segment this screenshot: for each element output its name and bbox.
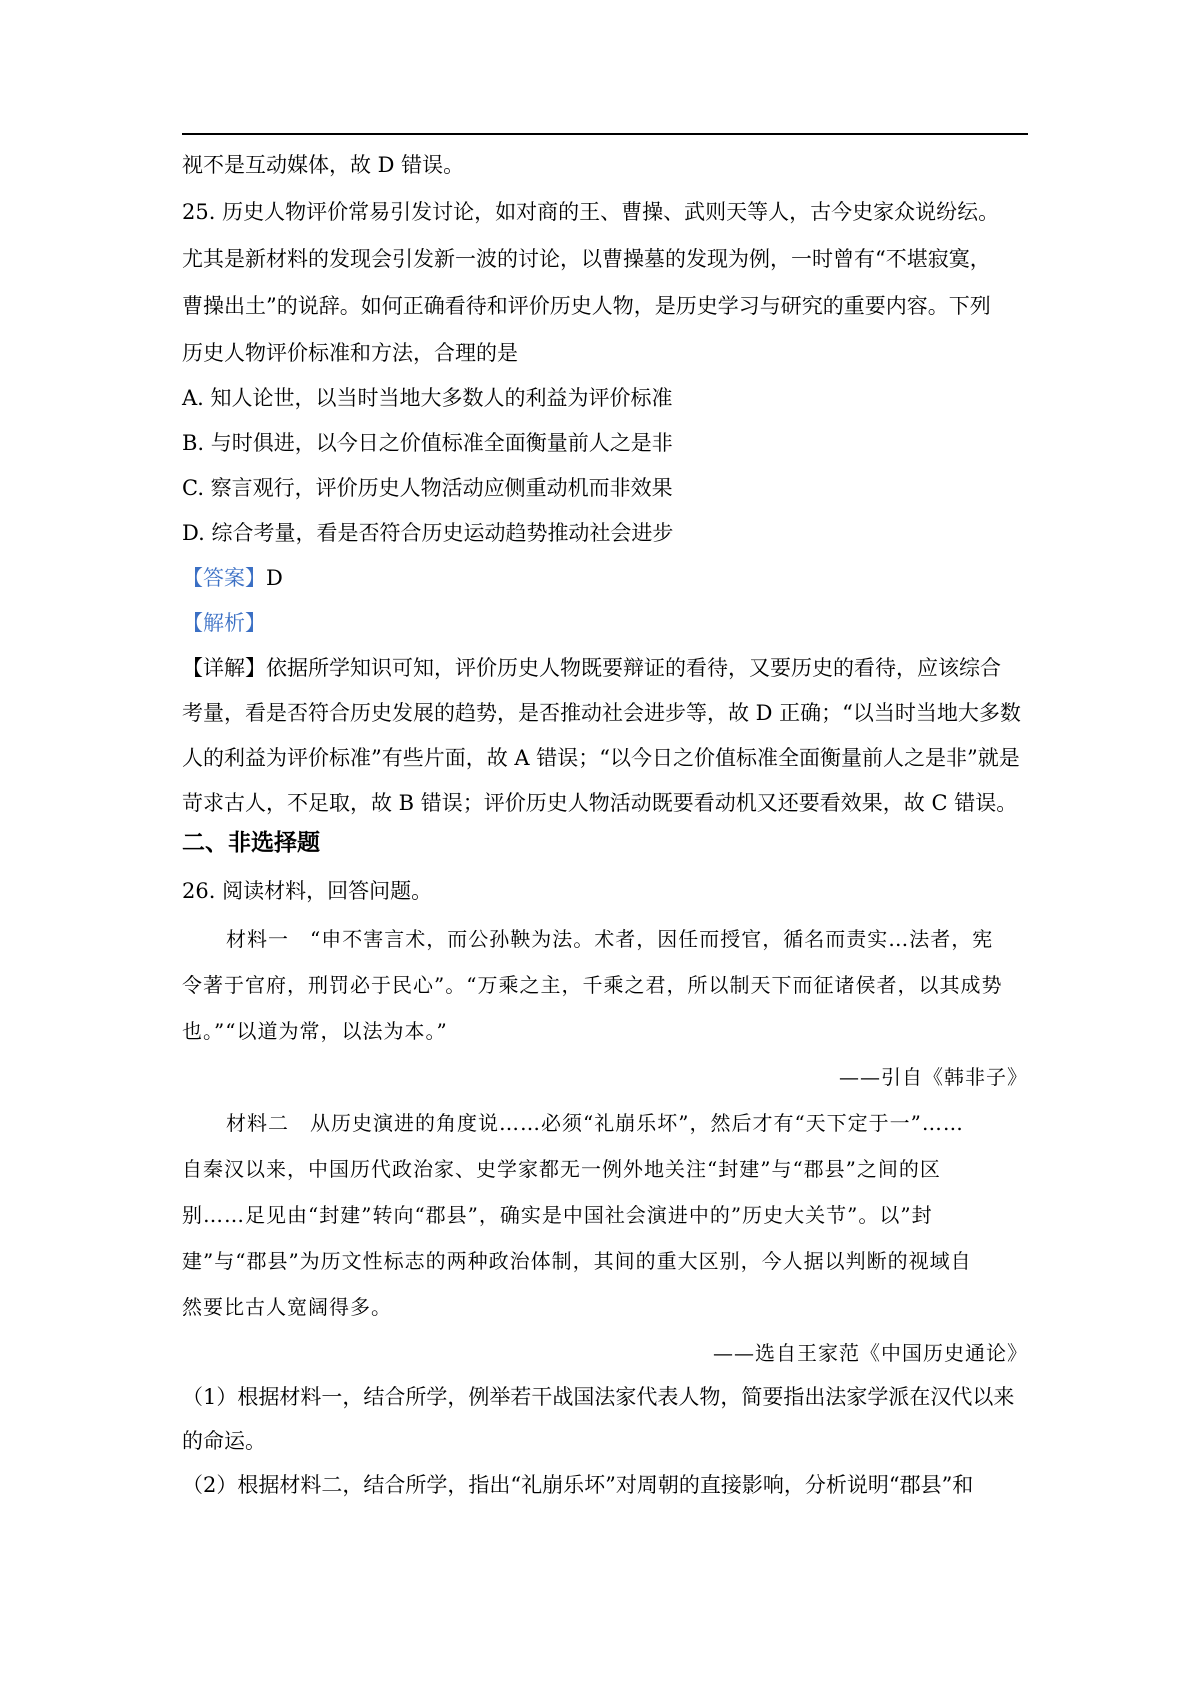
answer-tag: 【答案】 — [182, 566, 266, 590]
question-25-stem: 历史人物评价标准和方法，合理的是 — [182, 341, 518, 365]
detail-text: 苛求古人，不足取，故 B 错误；评价历史人物活动既要看动机又还要看效果，故 C 错误。 — [182, 791, 1018, 815]
question-25-stem: 曹操出土”的说辞。如何正确看待和评价历史人物，是历史学习与研究的重要内容。下列 — [182, 294, 991, 318]
text-line: 视不是互动媒体，故 D 错误。 — [182, 153, 465, 177]
detail-text: 人的利益为评价标准”有些片面，故 A 错误；“以今日之价值标准全面衡量前人之是非”就是 — [182, 746, 1020, 770]
option-c: C. 察言观行，评价历史人物活动应侧重动机而非效果 — [182, 476, 673, 500]
question-25-stem: 尤其是新材料的发现会引发新一波的讨论，以曹操墓的发现为例，一时曾有“不堪寂寞， — [182, 247, 991, 271]
sub-question-1: （1）根据材料一，结合所学，例举若干战国法家代表人物，简要指出法家学派在汉代以来 — [182, 1385, 1015, 1409]
question-25-stem: 25. 历史人物评价常易引发讨论，如对商的王、曹操、武则天等人，古今史家众说纷纭。 — [182, 200, 1000, 224]
option-a: A. 知人论世，以当时当地大多数人的利益为评价标准 — [182, 386, 673, 410]
option-b: B. 与时俱进，以今日之价值标准全面衡量前人之是非 — [182, 431, 673, 455]
material-two-source: ——选自王家范《中国历史通论》 — [713, 1341, 1028, 1365]
material-two: 自秦汉以来，中国历代政治家、史学家都无一例外地关注“封建”与“郡县”之间的区 — [182, 1157, 941, 1181]
detail-text: 【详解】依据所学知识可知，评价历史人物既要辩证的看待，又要历史的看待，应该综合 — [182, 656, 1001, 680]
analysis-tag: 【解析】 — [182, 611, 266, 635]
answer-line — [182, 563, 1028, 593]
material-one-source: ——引自《韩非子》 — [839, 1065, 1028, 1089]
document-body — [182, 150, 1028, 1500]
material-one: 材料一 “申不害言术，而公孙鞅为法。术者，因任而授官，循名而责实…法者，宪 — [226, 927, 994, 951]
material-one: 令著于官府，刑罚必于民心”。“万乘之主，千乘之君，所以制天下而征诸侯者，以其成势 — [182, 973, 1003, 997]
material-two: 别……足见由“封建”转向“郡县”，确实是中国社会演进中的”历史大关节”。以”封 — [182, 1203, 933, 1227]
material-one: 也。”“以道为常，以法为本。” — [182, 1019, 448, 1043]
answer-value: D — [266, 566, 283, 590]
material-two: 然要比古人宽阔得多。 — [182, 1295, 392, 1319]
sub-question-2: （2）根据材料二，结合所学，指出“礼崩乐坏”对周朝的直接影响，分析说明“郡县”和 — [182, 1473, 974, 1497]
header-rule — [182, 133, 1028, 135]
question-26-stem: 26. 阅读材料，回答问题。 — [182, 879, 433, 903]
section-heading: 二、非选择题 — [182, 830, 320, 856]
option-d: D. 综合考量，看是否符合历史运动趋势推动社会进步 — [182, 521, 674, 545]
material-two: 建”与“郡县”为历文性标志的两种政治体制，其间的重大区别，今人据以判断的视域自 — [182, 1249, 972, 1273]
sub-question-1: 的命运。 — [182, 1429, 266, 1453]
material-two: 材料二 从历史演进的角度说……必须“礼崩乐坏”，然后才有“天下定于一”…… — [226, 1111, 964, 1135]
detail-text: 考量，看是否符合历史发展的趋势，是否推动社会进步等，故 D 正确；“以当时当地大多数 — [182, 701, 1021, 725]
